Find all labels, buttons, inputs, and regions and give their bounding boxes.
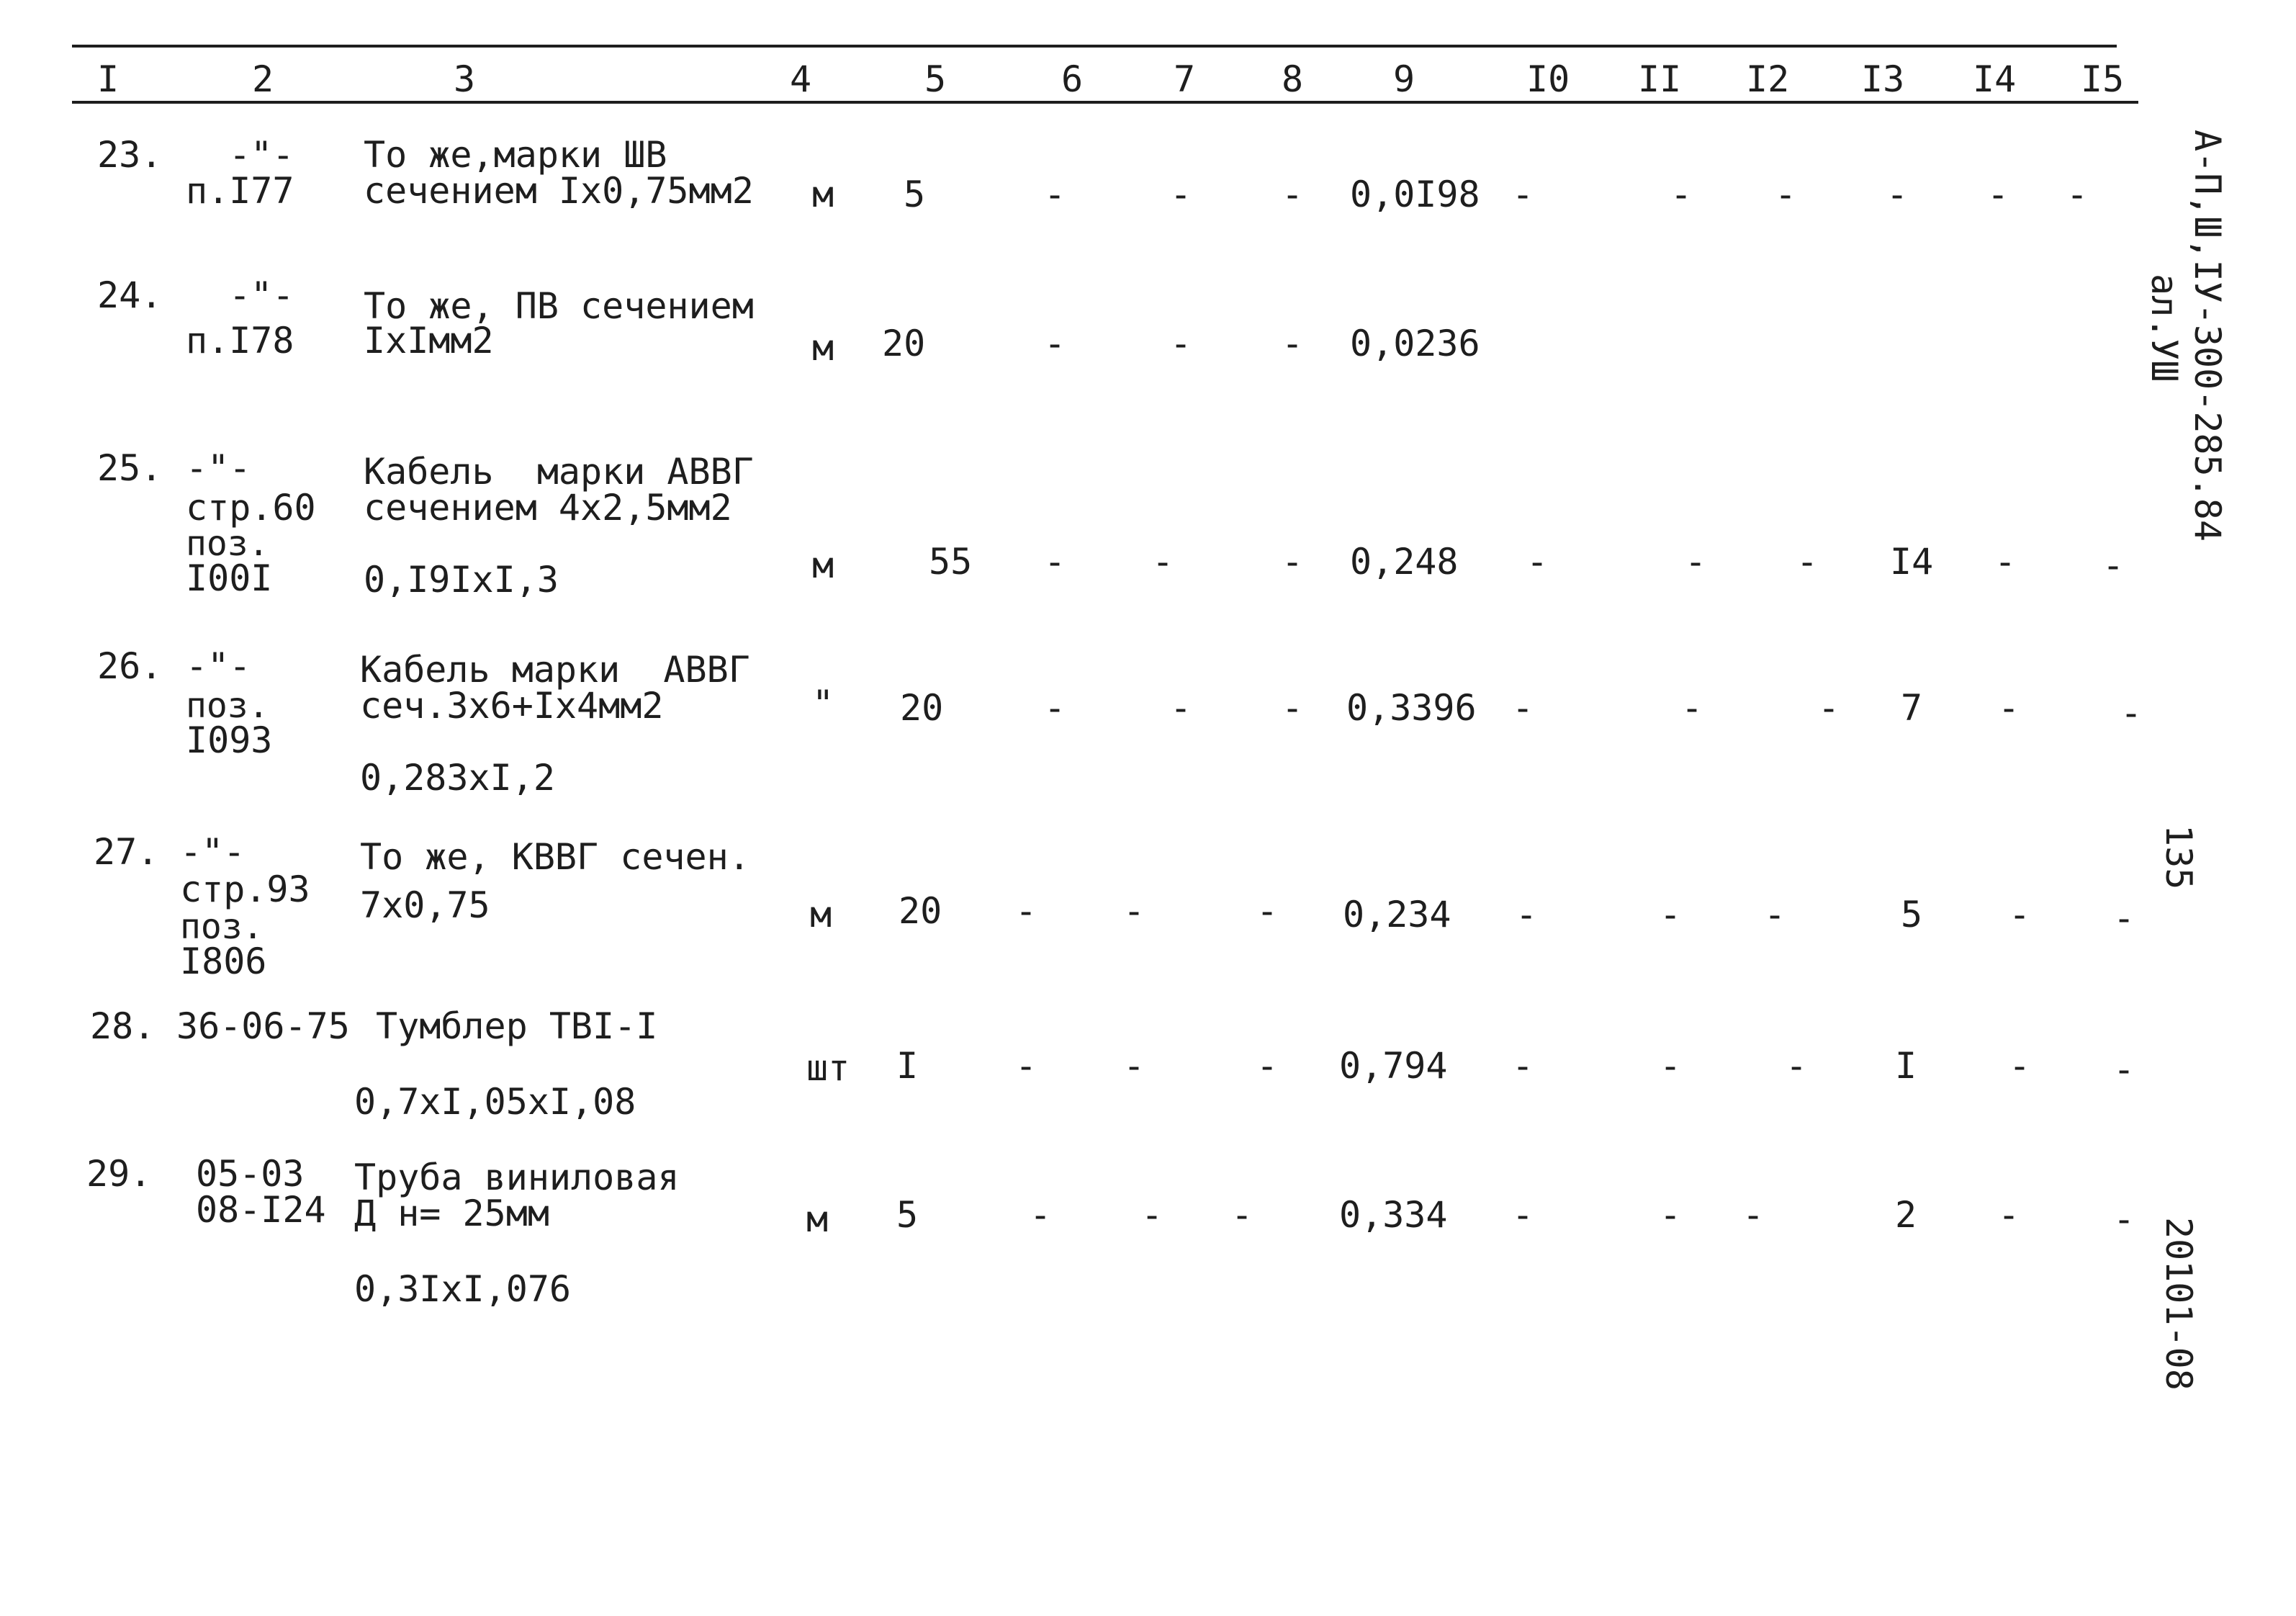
row-ref: 36-06-75 bbox=[176, 1005, 350, 1047]
row-qty: 20 bbox=[900, 687, 944, 729]
row-col8: - bbox=[1282, 541, 1304, 583]
row-number: 26. bbox=[97, 645, 163, 687]
row-col9: 0,3396 bbox=[1346, 687, 1477, 729]
row-qty: 5 bbox=[896, 1194, 919, 1236]
row-desc: Труба виниловая bbox=[354, 1157, 680, 1198]
row-col7: - bbox=[1141, 1194, 1163, 1236]
row-qty: 55 bbox=[929, 541, 973, 583]
row-col11: - bbox=[1670, 174, 1693, 215]
row-col10: - bbox=[1512, 1045, 1534, 1087]
row-col12: - bbox=[1818, 687, 1840, 729]
row-col13: 7 bbox=[1901, 687, 1923, 729]
row-ref: -"- bbox=[180, 831, 246, 873]
row-col6: - bbox=[1030, 1194, 1052, 1236]
row-ref: I806 bbox=[180, 941, 267, 982]
page-number: 135 bbox=[2158, 825, 2200, 890]
row-unit: м bbox=[812, 327, 834, 369]
row-number: 23. bbox=[97, 134, 163, 176]
row-number: 29. bbox=[86, 1153, 152, 1195]
col-header-5: 5 bbox=[924, 58, 947, 100]
row-col12: - bbox=[1764, 894, 1786, 935]
row-col9: 0,0236 bbox=[1350, 323, 1480, 364]
row-number: 24. bbox=[97, 274, 163, 316]
row-col14: - bbox=[1994, 541, 2017, 583]
row-ref: -"- bbox=[186, 645, 251, 687]
row-col15: - bbox=[2113, 1049, 2135, 1090]
row-col8: - bbox=[1282, 687, 1304, 729]
row-col13: - bbox=[1886, 174, 1909, 215]
row-col13: I4 bbox=[1890, 541, 1934, 583]
row-ref: 08-I24 bbox=[196, 1189, 326, 1231]
row-ref: стр.60 bbox=[186, 487, 316, 529]
row-col13: 5 bbox=[1901, 894, 1923, 935]
doc-code-label: А-П,Ш,IУ-300-285.84 bbox=[2187, 130, 2228, 542]
col-header-12: I2 bbox=[1746, 58, 1790, 100]
row-ref: I00I bbox=[186, 557, 273, 599]
row-col15: - bbox=[2113, 1198, 2135, 1240]
row-ref: п.I78 bbox=[186, 320, 294, 362]
row-unit: м bbox=[812, 174, 834, 215]
row-col10: - bbox=[1512, 1194, 1534, 1236]
row-col7: - bbox=[1123, 1045, 1145, 1087]
row-col12: - bbox=[1742, 1194, 1765, 1236]
col-header-10: I0 bbox=[1526, 58, 1570, 100]
col-header-2: 2 bbox=[252, 58, 274, 100]
row-ref: -"- bbox=[186, 447, 251, 489]
row-col9: 0,794 bbox=[1339, 1045, 1448, 1087]
row-qty: 20 bbox=[882, 323, 926, 364]
row-col15: - bbox=[2066, 174, 2089, 215]
row-col11: - bbox=[1681, 687, 1703, 729]
row-col11: - bbox=[1685, 541, 1707, 583]
row-col11: - bbox=[1660, 1045, 1682, 1087]
row-dims: 0,7хI,05хI,08 bbox=[354, 1081, 636, 1123]
row-desc: Кабель марки АВВГ bbox=[364, 451, 754, 493]
row-number: 27. bbox=[94, 831, 159, 873]
col-header-4: 4 bbox=[790, 58, 812, 100]
row-col10: - bbox=[1526, 541, 1549, 583]
row-desc: сеч.3х6+Iх4мм2 bbox=[360, 685, 664, 727]
row-ref: 05-03 bbox=[196, 1153, 305, 1195]
row-col6: - bbox=[1044, 174, 1066, 215]
row-col8: - bbox=[1231, 1194, 1253, 1236]
row-dims: 0,I9IхI,3 bbox=[364, 559, 559, 601]
album-label: ал.УШ bbox=[2143, 274, 2185, 382]
row-desc: 7х0,75 bbox=[360, 884, 490, 926]
row-desc: Д н= 25мм bbox=[354, 1193, 549, 1234]
col-header-8: 8 bbox=[1282, 58, 1304, 100]
row-col15: - bbox=[2102, 544, 2125, 586]
row-unit: м bbox=[810, 894, 832, 935]
row-col12: - bbox=[1796, 541, 1819, 583]
inventory-number: 20101-08 bbox=[2158, 1217, 2200, 1391]
row-desc: сечением 4х2,5мм2 bbox=[364, 487, 732, 529]
row-col11: - bbox=[1660, 1194, 1682, 1236]
row-col9: 0,248 bbox=[1350, 541, 1459, 583]
row-col11: - bbox=[1660, 894, 1682, 935]
row-unit: м bbox=[806, 1198, 829, 1240]
row-col8: - bbox=[1256, 890, 1279, 932]
row-col10: - bbox=[1516, 894, 1538, 935]
row-ref: I093 bbox=[186, 719, 273, 761]
row-col8: - bbox=[1256, 1045, 1279, 1087]
row-ref: поз. bbox=[180, 907, 264, 947]
row-ref: поз. bbox=[186, 686, 269, 726]
row-col7: - bbox=[1170, 323, 1192, 364]
row-qty: I bbox=[896, 1045, 919, 1087]
row-desc: Тумблер ТВI-I bbox=[376, 1005, 658, 1047]
col-header-3: 3 bbox=[454, 58, 476, 100]
row-dims: 0,3IхI,076 bbox=[354, 1268, 572, 1310]
col-header-14: I4 bbox=[1973, 58, 2017, 100]
row-qty: 5 bbox=[904, 174, 926, 215]
row-desc: сечением Iх0,75мм2 bbox=[364, 170, 754, 212]
row-col9: 0,234 bbox=[1343, 894, 1451, 935]
col-header-9: 9 bbox=[1393, 58, 1415, 100]
row-unit: м bbox=[812, 544, 834, 586]
row-col7: - bbox=[1152, 541, 1174, 583]
row-desc: То же, ПВ сечением bbox=[364, 285, 754, 327]
row-col8: - bbox=[1282, 174, 1304, 215]
row-col15: - bbox=[2113, 897, 2135, 939]
col-header-6: 6 bbox=[1061, 58, 1084, 100]
row-desc: То же,марки ШВ bbox=[364, 134, 667, 176]
row-col14: - bbox=[2009, 1045, 2031, 1087]
row-col15: - bbox=[2120, 692, 2143, 734]
row-col9: 0,334 bbox=[1339, 1194, 1448, 1236]
row-col7: - bbox=[1123, 890, 1145, 932]
row-col10: - bbox=[1512, 174, 1534, 215]
row-col14: - bbox=[1987, 174, 2009, 215]
row-unit: шт bbox=[806, 1047, 850, 1089]
row-col6: - bbox=[1044, 687, 1066, 729]
row-col8: - bbox=[1282, 323, 1304, 364]
col-header-15: I5 bbox=[2081, 58, 2125, 100]
row-col12: - bbox=[1786, 1045, 1808, 1087]
table-top-rule bbox=[72, 45, 2117, 48]
row-ref: -"- bbox=[229, 134, 294, 176]
row-col14: - bbox=[1998, 687, 2020, 729]
row-col6: - bbox=[1044, 323, 1066, 364]
row-dims: 0,283хI,2 bbox=[360, 757, 555, 799]
row-col6: - bbox=[1015, 1045, 1037, 1087]
header-bottom-rule bbox=[72, 101, 2138, 104]
row-col14: - bbox=[1998, 1194, 2020, 1236]
row-ref: п.I77 bbox=[186, 170, 294, 212]
row-desc: IхIмм2 bbox=[364, 320, 494, 362]
row-col7: - bbox=[1170, 687, 1192, 729]
row-ref: поз. bbox=[186, 524, 269, 564]
col-header-13: I3 bbox=[1861, 58, 1905, 100]
row-col9: 0,0I98 bbox=[1350, 174, 1480, 215]
row-qty: 20 bbox=[899, 890, 942, 932]
row-col10: - bbox=[1512, 687, 1534, 729]
row-col14: - bbox=[2009, 894, 2031, 935]
row-col7: - bbox=[1170, 174, 1192, 215]
col-header-1: I bbox=[97, 58, 120, 100]
row-desc: То же, КВВГ сечен. bbox=[360, 836, 750, 878]
row-col13: I bbox=[1895, 1045, 1917, 1087]
row-unit: " bbox=[812, 683, 834, 724]
row-number: 28. bbox=[90, 1005, 156, 1047]
row-ref: -"- bbox=[229, 274, 294, 316]
row-col12: - bbox=[1775, 174, 1797, 215]
row-desc: Кабель марки АВВГ bbox=[360, 649, 750, 691]
row-number: 25. bbox=[97, 447, 163, 489]
row-col13: 2 bbox=[1895, 1194, 1917, 1236]
row-ref: стр.93 bbox=[180, 868, 310, 910]
row-col6: - bbox=[1015, 890, 1037, 932]
col-header-11: II bbox=[1638, 58, 1682, 100]
row-col6: - bbox=[1044, 541, 1066, 583]
col-header-7: 7 bbox=[1174, 58, 1196, 100]
